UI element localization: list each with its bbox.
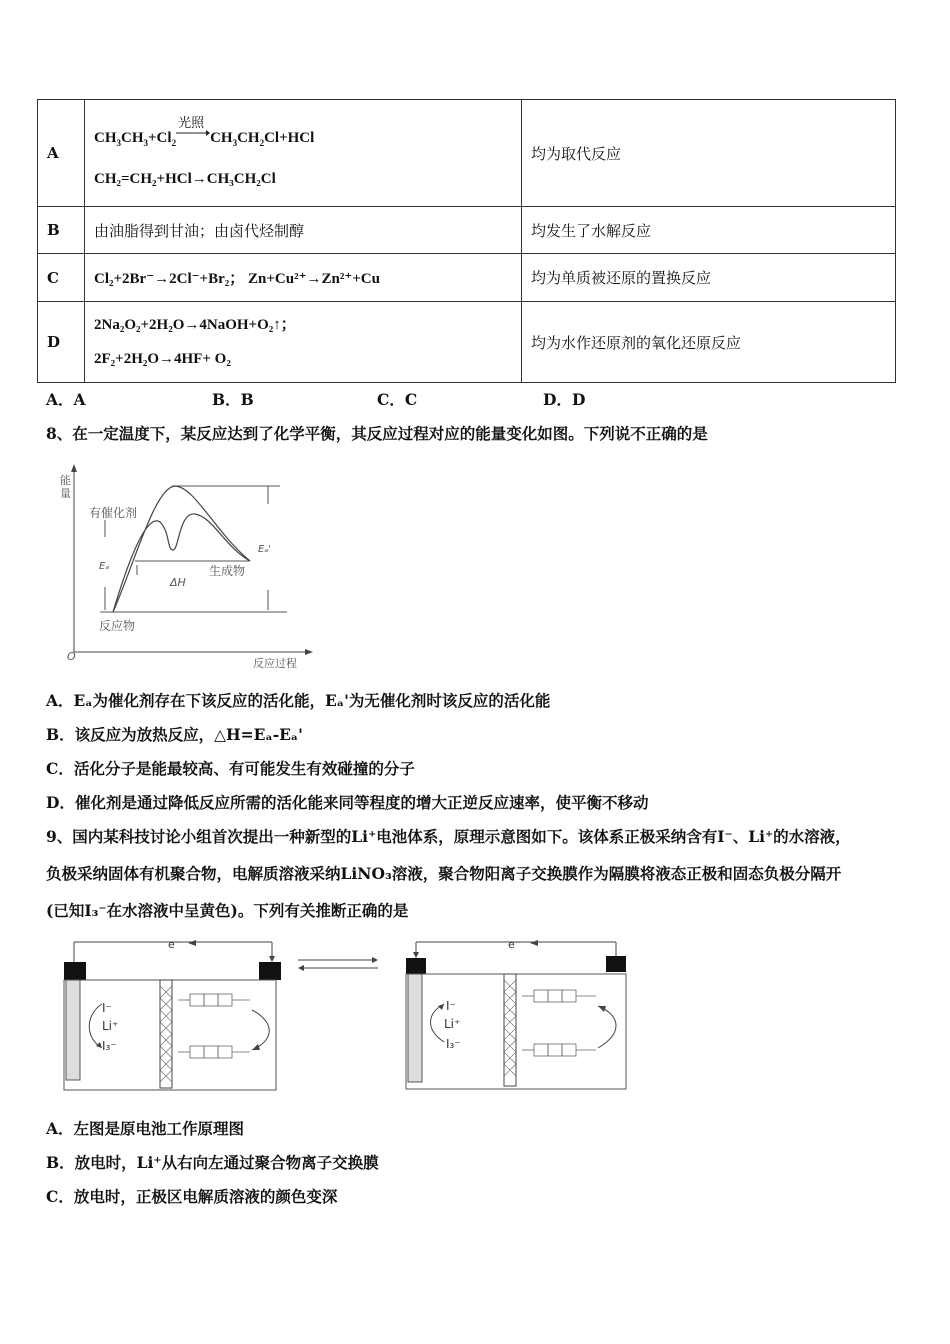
eq-text: CH [210, 130, 233, 146]
q9-stem-line1: 9、国内某科技讨论小组首次提出一种新型的Li⁺电池体系，原理示意图如下。该体系正极采纳含有I⁻、Li⁺的水溶液， [46, 827, 851, 846]
row-label: B [38, 207, 85, 254]
q9-option-c[interactable]: C．放电时，正极区电解质溶液的颜色变深 [46, 1187, 338, 1206]
ion-label: I₃⁻ [446, 1037, 461, 1051]
condition-label: 光照 [178, 116, 205, 131]
q7-option-d[interactable]: D．D [543, 390, 586, 409]
electrode-terminal [259, 962, 281, 980]
row-description: 均为单质被还原的置换反应 [522, 254, 896, 302]
positive-electrode [66, 980, 80, 1080]
arrow-icon [252, 1044, 260, 1050]
table-row [38, 207, 896, 254]
ion-label: I⁻ [102, 1001, 112, 1015]
x-axis-label: 反应过程 [253, 657, 297, 670]
row-description: 均发生了水解反应 [522, 207, 896, 254]
q7-option-c[interactable]: C．C [377, 390, 418, 409]
q7-table [37, 99, 896, 383]
reaction-arrow [598, 1006, 616, 1048]
q8-option-d[interactable]: D．催化剂是通过降低反应所需的活化能来同等程度的增大正逆反应速率，使平衡不移动 [46, 793, 649, 812]
arrow-down-icon [413, 952, 419, 958]
reactant-label: 反应物 [99, 619, 136, 633]
q9-stem-line3: (已知I₃⁻在水溶液中呈黄色)。下列有关推断正确的是 [46, 901, 409, 920]
ion-label: I⁻ [446, 999, 456, 1013]
q9-option-a[interactable]: A．左图是原电池工作原理图 [46, 1119, 245, 1138]
x-axis-arrow-icon [305, 649, 313, 655]
q8-option-c[interactable]: C．活化分子是能最较高、有可能发生有效碰撞的分子 [46, 759, 415, 778]
battery-diagram [60, 930, 640, 1095]
ea-prime-label: Eₐ' [258, 544, 271, 555]
y-axis-label [60, 473, 71, 500]
q7-option-a[interactable]: A．A [46, 390, 86, 409]
positive-electrode [408, 974, 422, 1082]
eq-text: +Cl [148, 130, 172, 146]
energy-diagram [55, 462, 315, 672]
arrow-left-icon [530, 940, 538, 946]
table-row [38, 254, 896, 302]
arrow-icon [176, 128, 210, 138]
eq-text: Cl+HCl [264, 130, 315, 146]
eq-text: 2 [171, 138, 177, 148]
right-cell [406, 938, 626, 1089]
dh-label: ΔH [170, 576, 186, 589]
polymer-structure [522, 990, 596, 1056]
left-cell [64, 938, 281, 1090]
row-label: D [38, 302, 85, 383]
row-label: C [38, 254, 85, 302]
row-equations: 由油脂得到甘油；由卤代烃制醇 [85, 207, 522, 254]
eq-text: CH [121, 130, 144, 146]
arrow-icon [598, 1006, 606, 1012]
table-row [38, 302, 896, 383]
ion-label: I₃⁻ [102, 1039, 117, 1053]
y-axis-arrow-icon [71, 464, 77, 472]
reaction-arrow [176, 116, 210, 142]
eq-line-2: 2F₂+2H₂O→4HF+ O₂ [94, 351, 231, 367]
table-row [38, 100, 896, 207]
row-equations [85, 302, 522, 383]
q9-stem-line2: 负极采纳固体有机聚合物，电解质溶液采纳LiNO₃溶液，聚合物阳离子交换膜作为隔膜将液态正极和固态负极分隔开 [46, 864, 842, 883]
electrode-terminal [406, 958, 426, 974]
q8-stem: 8、在一定温度下，某反应达到了化学平衡，其反应过程对应的能量变化如图。下列说不正确的是 [46, 424, 708, 443]
catalyzed-curve [113, 514, 250, 612]
ion-label: Li⁺ [444, 1017, 461, 1031]
eq-text: 3 [116, 138, 121, 148]
arrow-left-icon [188, 940, 196, 946]
row-label: A [38, 100, 85, 207]
product-label: 生成物 [209, 564, 246, 578]
eq-text: CH [237, 130, 260, 146]
eq-text: 3 [232, 138, 238, 148]
polymer-structure [178, 994, 250, 1058]
eq-text: CH [94, 130, 117, 146]
arrow-right-icon [372, 957, 378, 963]
ylabel-char1: 能 [60, 474, 71, 487]
electron-label: e⁻ [168, 938, 181, 951]
q8-option-b[interactable]: B．该反应为放热反应，△H=Eₐ-Eₐ' [46, 725, 303, 744]
q8-option-a[interactable]: A．Eₐ为催化剂存在下该反应的活化能，Eₐ'为无催化剂时该反应的活化能 [46, 691, 551, 710]
eq-text: 3 [143, 138, 148, 148]
electrode-terminal [64, 962, 86, 980]
ion-label: Li⁺ [102, 1019, 119, 1033]
q9-option-b[interactable]: B．放电时，Li⁺从右向左通过聚合物离子交换膜 [46, 1153, 379, 1172]
origin-label: O [67, 650, 76, 663]
electron-label: e⁻ [508, 938, 521, 951]
arrow-left-icon [298, 965, 304, 971]
q7-option-b[interactable]: B．B [212, 390, 254, 409]
catalyst-label: 有催化剂 [89, 506, 138, 520]
ylabel-char2: 量 [60, 487, 71, 500]
row-description: 均为水作还原剂的氧化还原反应 [522, 302, 896, 383]
reaction-arrow [89, 1004, 102, 1048]
electrode-terminal [606, 956, 626, 972]
eq-line-1: 2Na₂O₂+2H₂O→4NaOH+O₂↑； [94, 317, 296, 333]
uncatalyzed-curve [113, 486, 250, 612]
eq-text: 2 [259, 138, 265, 148]
row-equations [85, 100, 522, 207]
row-equations: Cl₂+2Br⁻→2Cl⁻+Br₂； Zn+Cu²⁺→Zn²⁺+Cu [85, 254, 522, 302]
row-description: 均为取代反应 [522, 100, 896, 207]
reaction-arrow [252, 1010, 269, 1050]
ea-label: Eₐ [99, 561, 110, 572]
arrow-down-icon [269, 956, 275, 962]
eq-line-2: CH₂=CH₂+HCl→CH₃CH₂Cl [94, 171, 276, 187]
